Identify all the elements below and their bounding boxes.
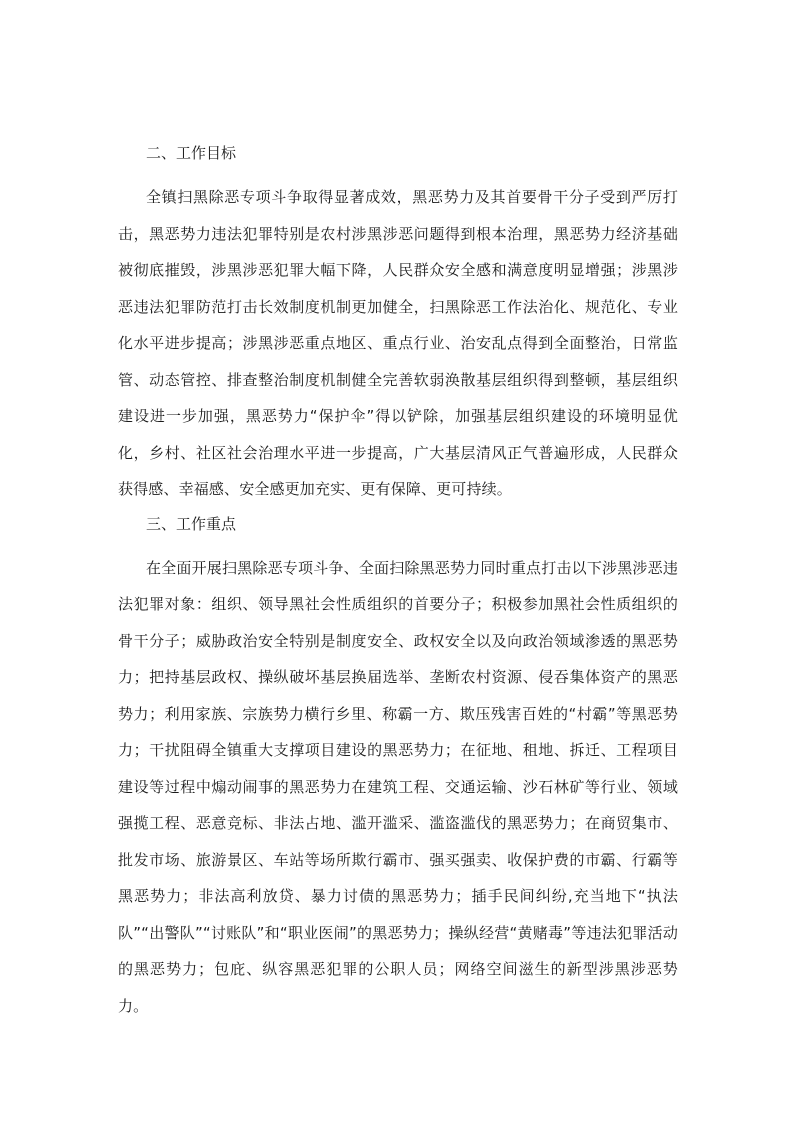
work-goals-paragraph: 全镇扫黑除恶专项斗争取得显著成效，黑恶势力及其首要骨干分子受到严厉打击，黑恶势力违法犯罪特别是农村涉黑涉恶问题得到根本治理，黑恶势力经济基础被彻底摧毁，涉黑涉恶犯罪大幅下降，人民群众安全感和满意度明显增强；涉黑涉恶违法犯罪防范打击长效制度机制更加健全，扫黑除恶工作法治化、规范化、专业化水平进步提高；涉黑涉恶重点地区、重点行业、治安乱点得到全面整治，日常监管、动态管控、排查整治制度机制健全完善软弱涣散基层组织得到整顿，基层组织建设进一步加强，黑恶势力“保护伞”得以铲除，加强基层组织建设的环境明显优化，乡村、社区社会治理水平进一步提高，广大基层清风正气普遍形成，人民群众获得感、幸福感、安全感更加充实、更有保障、更可持续。 xyxy=(118,188,678,498)
document-body xyxy=(118,143,678,1024)
work-focus-paragraph: 在全面开展扫黑除恶专项斗争、全面扫除黑恶势力同时重点打击以下涉黑涉恶违法犯罪对象：组织、领导黑社会性质组织的首要分子；积极参加黑社会性质组织的骨干分子；威胁政治安全特别是制度安全、政权安全以及向政治领域渗透的黑恶势力；把持基层政权、操纵破坏基层换届选举、垄断农村资源、侵吞集体资产的黑恶势力；利用家族、宗族势力横行乡里、称霸一方、欺压残害百姓的“村霸”等黑恶势力；干扰阻碍全镇重大支撑项目建设的黑恶势力；在征地、租地、拆迁、工程项目建设等过程中煽动闹事的黑恶势力在建筑工程、交通运输、沙石林矿等行业、领域强揽工程、恶意竞标、非法占地、滥开滥采、滥盗滥伐的黑恶势力；在商贸集市、批发市场、旅游景区、车站等场所欺行霸市、强买强卖、收保护费的市霸、行霸等黑恶势力；非法高利放贷、暴力讨债的黑恶势力；插手民间纠纷,充当地下“执法队”“出警队”“讨账队”和“职业医闹”的黑恶势力；操纵经营“黄赌毒”等违法犯罪活动的黑恶势力；包庇、纵容黑恶犯罪的公职人员；网络空间滋生的新型涉黑涉恶势力。 xyxy=(118,558,678,1015)
section-heading-work-goals: 二、工作目标 xyxy=(146,144,237,162)
section-heading-work-focus: 三、工作重点 xyxy=(146,514,237,533)
